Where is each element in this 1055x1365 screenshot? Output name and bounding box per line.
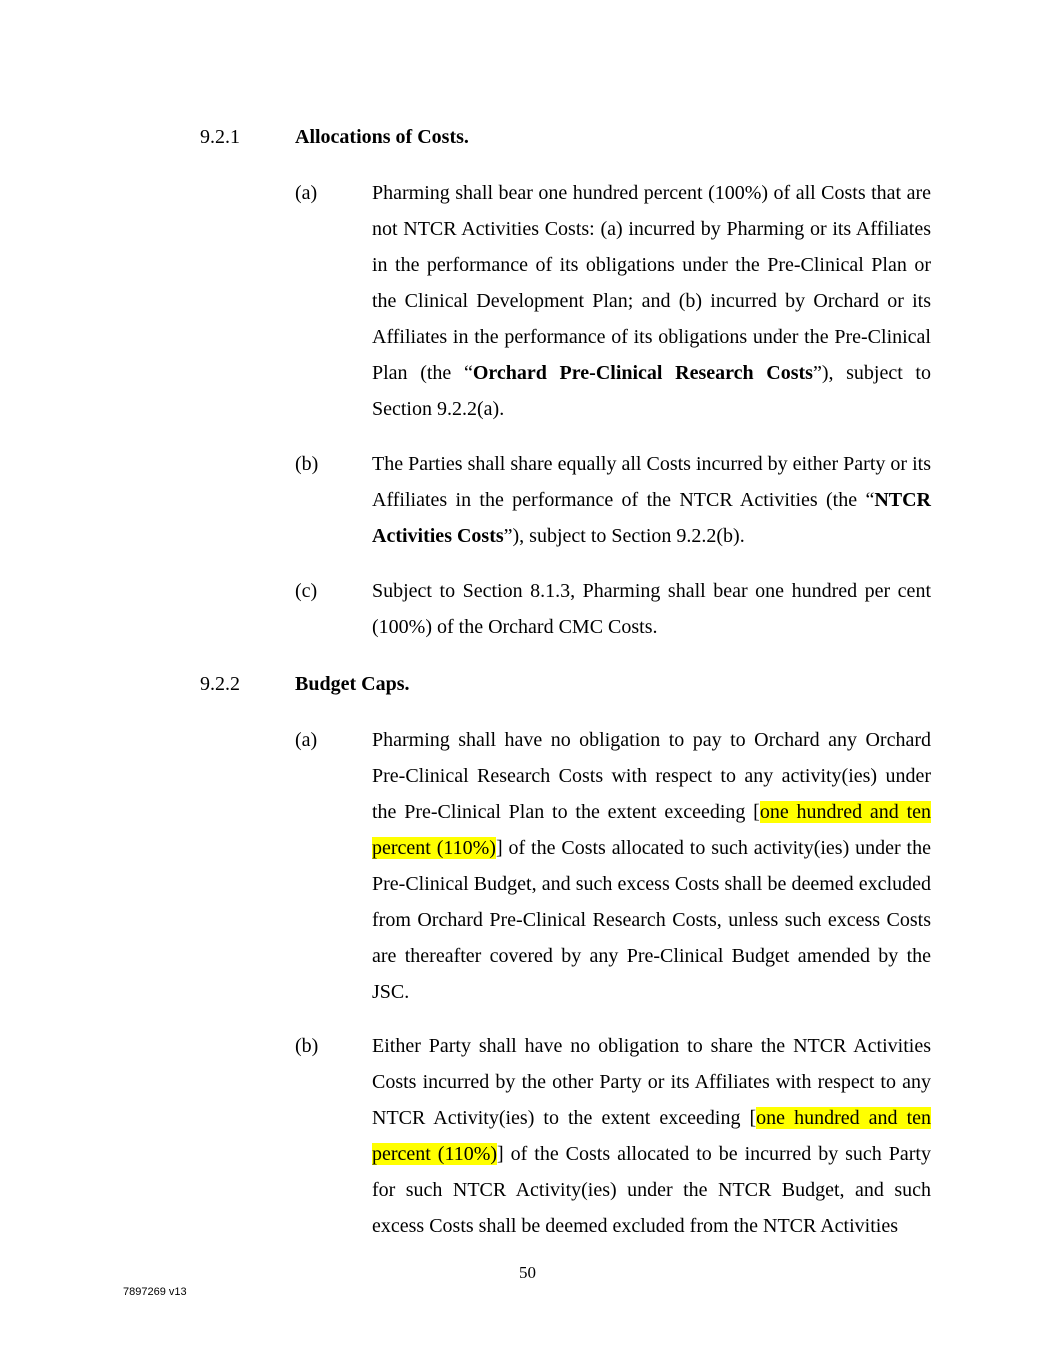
item-text: ”), subject to Section 9.2.2(b). [503, 525, 745, 547]
item-label-9-2-1-a: (a) [295, 182, 318, 204]
section-title-allocations-of-costs: Allocations of Costs. [295, 126, 469, 148]
item-text: The Parties shall share equally all Costs incurred by either Party or its Affiliates in the performance of the NTCR Activities (the “ [372, 453, 931, 511]
item-body-9-2-1-c: Subject to Section 8.1.3, Pharming shall bear one hundred per cent (100%) of the Orchard CMC Costs. [372, 580, 931, 638]
document-id: 7897269 v13 [123, 1286, 187, 1298]
item-text: ] of the Costs allocated to be incurred by such Party for such NTCR Activity(ies) under the NTCR Budget, and such excess Costs shall be deemed excluded from the NTCR Activities [372, 1143, 931, 1237]
item-label-9-2-2-a: (a) [295, 729, 318, 751]
item-text: Pharming shall bear one hundred percent (100%) of all Costs that are not NTCR Activities Costs: (a) incurred by Pharming or its Affiliates in the performance of its obligations under the Pre-Clinical Plan or the Clinical Development Plan; and (b) incurred by Orchard or its Affiliates in the performance of its obligations under the Pre-Clinical Plan (the “ [372, 182, 931, 384]
page-number: 50 [519, 1263, 536, 1282]
item-label-9-2-2-b: (b) [295, 1035, 319, 1057]
item-text: Either Party shall have no obligation to share the NTCR Activities Costs incurred by the other Party or its Affiliates with respect to any NTCR Activity(ies) to the extent exceeding [ [372, 1035, 931, 1129]
highlighted-text: one hundred and ten percent (110%) [372, 1107, 932, 1165]
highlighted-text: one hundred and ten percent (110%) [372, 801, 931, 859]
item-body-9-2-1-a [372, 175, 931, 427]
item-label-9-2-1-c: (c) [295, 580, 318, 602]
item-body-9-2-2-a [372, 722, 931, 1010]
defined-term: Orchard Pre-Clinical Research Costs [472, 362, 813, 384]
item-text: ”), subject to Section 9.2.2(a). [372, 362, 931, 420]
item-body-9-2-2-b [372, 1028, 931, 1244]
item-text: ] of the Costs allocated to such activity(ies) under the Pre-Clinical Budget, and such excess Costs shall be deemed excluded from Orchard Pre-Clinical Research Costs, unless such excess Costs are thereafter covered by any Pre-Clinical Budget amended by the JSC. [372, 837, 931, 1003]
item-label-9-2-1-b: (b) [295, 453, 319, 475]
section-title-budget-caps: Budget Caps. [295, 673, 410, 695]
section-number-9-2-2: 9.2.2 [200, 673, 240, 695]
section-number-9-2-1: 9.2.1 [200, 126, 240, 148]
item-text: Pharming shall have no obligation to pay to Orchard any Orchard Pre-Clinical Research Costs with respect to any activity(ies) under the Pre-Clinical Plan to the extent exceeding [ [372, 729, 931, 823]
item-body-9-2-1-b [372, 446, 931, 554]
defined-term: NTCR Activities Costs [372, 489, 931, 547]
